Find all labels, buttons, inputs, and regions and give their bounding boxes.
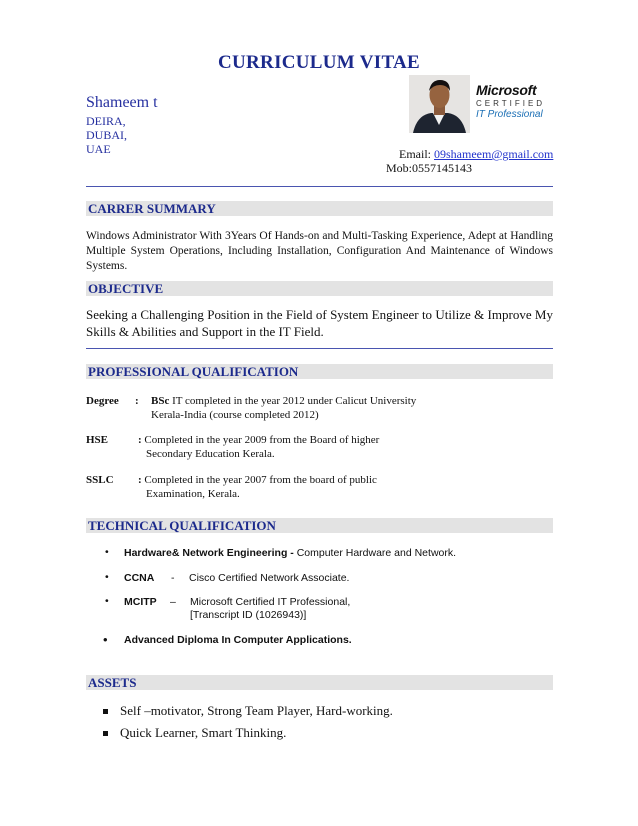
- qual-hse-text: Completed in the year 2009 from the Board of higher: [141, 434, 380, 446]
- section-heading-objective: OBJECTIVE: [86, 281, 553, 296]
- qual-degree-line2: Kerala-India (course completed 2012): [151, 409, 319, 421]
- tech-item-sep: –: [170, 596, 176, 608]
- qual-sep: :: [138, 474, 142, 486]
- qual-sslc-line2: Examination, Kerala.: [146, 488, 240, 500]
- objective-text: Seeking a Challenging Position in the Field of System Engineer to Utilize & Improve My Skills & Abilities and Support in the IT Field.: [86, 307, 553, 339]
- logo-it-professional: IT Professional: [476, 109, 543, 120]
- email-link[interactable]: 09shameem@gmail.com: [434, 147, 554, 161]
- qual-key-sslc: SSLC: [86, 474, 114, 486]
- tech-bullet: •: [105, 571, 109, 583]
- summary-text: Windows Administrator With 3Years Of Hands-on and Multi-Tasking Experience, Adept at Handling Multiple System Operations, Including Installation, Configuration And Maintenance of Windows Systems.: [86, 230, 553, 272]
- candidate-name: Shameem t: [86, 94, 158, 111]
- qual-sep: :: [135, 395, 139, 407]
- qual-key-hse: HSE: [86, 434, 109, 446]
- address-line-1: DEIRA,: [86, 114, 126, 128]
- section-heading-assets: ASSETS: [86, 675, 553, 690]
- divider: [86, 348, 553, 349]
- asset-text: Quick Learner, Smart Thinking.: [120, 725, 287, 740]
- address-line-3: UAE: [86, 142, 111, 156]
- profile-photo: [409, 75, 470, 133]
- qual-key-degree: Degree: [86, 395, 119, 407]
- tech-item-text: Cisco Certified Network Associate.: [189, 572, 350, 584]
- logo-certified: CERTIFIED: [476, 99, 546, 108]
- address-line-2: DUBAI,: [86, 128, 127, 142]
- tech-item-text: Microsoft Certified IT Professional,: [190, 596, 351, 608]
- qual-sslc-line1: [138, 473, 377, 487]
- tech-item-diploma: Advanced Diploma In Computer Applications.: [124, 634, 352, 646]
- microsoft-certified-logo: [476, 82, 550, 120]
- mobile-number: Mob:0557145143: [386, 161, 473, 175]
- section-heading-technical: TECHNICAL QUALIFICATION: [86, 518, 553, 533]
- divider: [86, 186, 553, 187]
- qual-hse-line2: Secondary Education Kerala.: [146, 448, 275, 460]
- tech-item-transcript: [Transcript ID (1026943)]: [190, 609, 307, 621]
- section-heading-professional: PROFESSIONAL QUALIFICATION: [86, 364, 553, 379]
- square-bullet-icon: [103, 709, 108, 714]
- tech-bullet: •: [103, 632, 108, 647]
- qual-degree-text: IT completed in the year 2012 under Calicut University: [169, 395, 417, 407]
- square-bullet-icon: [103, 731, 108, 736]
- qual-degree-line1: [151, 394, 416, 408]
- tech-item-mcitp: MCITP: [124, 596, 157, 608]
- asset-item: [103, 703, 393, 719]
- email-label: Email:: [399, 147, 434, 161]
- section-heading-summary: CARRER SUMMARY: [86, 201, 553, 216]
- asset-item: [103, 725, 286, 741]
- qual-hse-line1: [138, 433, 379, 447]
- email-line: [399, 147, 553, 162]
- tech-item-hardware: [124, 547, 456, 559]
- page-title: CURRICULUM VITAE: [217, 52, 421, 73]
- tech-item-bold: Hardware& Network Engineering -: [124, 547, 294, 559]
- qual-sslc-text: Completed in the year 2007 from the board of public: [141, 474, 377, 486]
- tech-bullet: •: [105, 595, 109, 607]
- tech-bullet: •: [105, 546, 109, 558]
- tech-item-text: Computer Hardware and Network.: [293, 547, 457, 559]
- tech-item-ccna: CCNA: [124, 572, 155, 584]
- qual-sep: :: [138, 434, 142, 446]
- logo-brand: Microsoft: [476, 82, 537, 98]
- asset-text: Self –motivator, Strong Team Player, Hard-working.: [120, 703, 393, 718]
- qual-degree-bold: BSc: [151, 395, 170, 407]
- tech-item-sep: -: [171, 572, 175, 584]
